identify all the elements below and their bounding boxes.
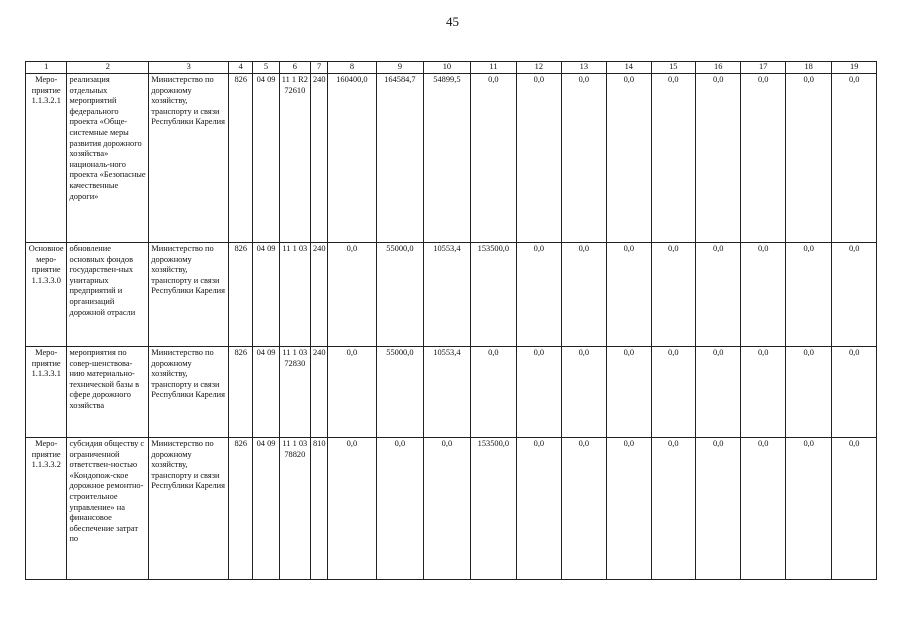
cell-col-7: 810 [310, 438, 327, 580]
column-header-6: 6 [279, 62, 310, 74]
column-header-14: 14 [607, 62, 651, 74]
cell-col-7: 240 [310, 74, 327, 243]
table-row [26, 347, 877, 438]
cell-col-4: 826 [229, 347, 253, 438]
cell-col-12: 0,0 [517, 347, 561, 438]
cell-col-7: 240 [310, 243, 327, 347]
cell-col-10: 54899,5 [424, 74, 470, 243]
cell-col-14: 0,0 [607, 438, 651, 580]
cell-col-10: 10553,4 [424, 243, 470, 347]
cell-col-6: 11 1 03 [279, 243, 310, 347]
cell-col-19: 0,0 [832, 243, 877, 347]
column-header-13: 13 [561, 62, 606, 74]
column-header-5: 5 [253, 62, 279, 74]
cell-col-4: 826 [229, 438, 253, 580]
column-header-19: 19 [832, 62, 877, 74]
cell-col-6: 11 1 03 72830 [279, 347, 310, 438]
cell-col-18: 0,0 [785, 243, 831, 347]
responsible-organization: Министерство по дорожному хозяйству, транспорту и связи Республики Карелия [149, 438, 229, 580]
cell-col-12: 0,0 [517, 243, 561, 347]
cell-col-13: 0,0 [561, 74, 606, 243]
budget-table [25, 61, 877, 580]
column-header-15: 15 [651, 62, 695, 74]
cell-col-7: 240 [310, 347, 327, 438]
cell-col-14: 0,0 [607, 243, 651, 347]
cell-col-5: 04 09 [253, 347, 279, 438]
cell-col-6: 11 1 03 78820 [279, 438, 310, 580]
cell-col-10: 10553,4 [424, 347, 470, 438]
cell-col-11: 0,0 [470, 347, 516, 438]
table-row [26, 438, 877, 580]
page-number: 45 [446, 14, 459, 29]
cell-col-9: 164584,7 [376, 74, 424, 243]
activity-description: мероприятия по совер-шенствова-нию материально-технической базы в сфере дорожного хозяйства [67, 347, 149, 438]
column-header-12: 12 [517, 62, 561, 74]
cell-col-10: 0,0 [424, 438, 470, 580]
cell-col-15: 0,0 [651, 74, 695, 243]
cell-col-12: 0,0 [517, 438, 561, 580]
activity-name: Основное меро-приятие 1.1.3.3.0 [26, 243, 67, 347]
cell-col-11: 153500,0 [470, 243, 516, 347]
cell-col-9: 0,0 [376, 438, 424, 580]
table-row [26, 74, 877, 243]
column-header-7: 7 [310, 62, 327, 74]
activity-description: реализация отдельных мероприятий федерального проекта «Обще-системные меры развития дорожного хозяйства» националь-ного проекта «Безопасные качественные дороги» [67, 74, 149, 243]
cell-col-19: 0,0 [832, 347, 877, 438]
cell-col-17: 0,0 [741, 243, 785, 347]
cell-col-15: 0,0 [651, 347, 695, 438]
responsible-organization: Министерство по дорожному хозяйству, транспорту и связи Республики Карелия [149, 347, 229, 438]
cell-col-15: 0,0 [651, 243, 695, 347]
cell-col-16: 0,0 [696, 438, 741, 580]
cell-col-19: 0,0 [832, 74, 877, 243]
cell-col-14: 0,0 [607, 347, 651, 438]
column-header-8: 8 [328, 62, 377, 74]
cell-col-16: 0,0 [696, 74, 741, 243]
cell-col-5: 04 09 [253, 438, 279, 580]
cell-col-9: 55000,0 [376, 347, 424, 438]
cell-col-18: 0,0 [785, 74, 831, 243]
column-header-11: 11 [470, 62, 516, 74]
cell-col-13: 0,0 [561, 438, 606, 580]
cell-col-6: 11 1 R2 72610 [279, 74, 310, 243]
responsible-organization: Министерство по дорожному хозяйству, транспорту и связи Республики Карелия [149, 74, 229, 243]
cell-col-18: 0,0 [785, 438, 831, 580]
cell-col-17: 0,0 [741, 438, 785, 580]
table-row [26, 243, 877, 347]
activity-name: Меро-приятие 1.1.3.3.1 [26, 347, 67, 438]
activity-description: субсидия обществу с ограниченной ответствен-ностью «Кондопож-ское дорожное ремонтно-строительное управление» на финансовое обеспечение затрат по [67, 438, 149, 580]
cell-col-8: 0,0 [328, 438, 377, 580]
column-header-3: 3 [149, 62, 229, 74]
responsible-organization: Министерство по дорожному хозяйству, транспорту и связи Республики Карелия [149, 243, 229, 347]
cell-col-4: 826 [229, 243, 253, 347]
cell-col-11: 153500,0 [470, 438, 516, 580]
cell-col-13: 0,0 [561, 243, 606, 347]
column-header-10: 10 [424, 62, 470, 74]
header-row [26, 62, 877, 74]
cell-col-17: 0,0 [741, 74, 785, 243]
activity-name: Меро-приятие 1.1.3.2.1 [26, 74, 67, 243]
cell-col-4: 826 [229, 74, 253, 243]
cell-col-17: 0,0 [741, 347, 785, 438]
column-header-16: 16 [696, 62, 741, 74]
column-header-18: 18 [785, 62, 831, 74]
cell-col-16: 0,0 [696, 243, 741, 347]
cell-col-12: 0,0 [517, 74, 561, 243]
column-header-1: 1 [26, 62, 67, 74]
cell-col-8: 0,0 [328, 347, 377, 438]
cell-col-15: 0,0 [651, 438, 695, 580]
column-header-2: 2 [67, 62, 149, 74]
cell-col-11: 0,0 [470, 74, 516, 243]
cell-col-19: 0,0 [832, 438, 877, 580]
cell-col-8: 160400,0 [328, 74, 377, 243]
cell-col-8: 0,0 [328, 243, 377, 347]
column-header-9: 9 [376, 62, 424, 74]
cell-col-14: 0,0 [607, 74, 651, 243]
cell-col-5: 04 09 [253, 243, 279, 347]
cell-col-5: 04 09 [253, 74, 279, 243]
cell-col-13: 0,0 [561, 347, 606, 438]
column-header-4: 4 [229, 62, 253, 74]
cell-col-16: 0,0 [696, 347, 741, 438]
activity-description: обновление основных фондов государствен-ных унитарных предприятий и организаций дорожной отрасли [67, 243, 149, 347]
cell-col-18: 0,0 [785, 347, 831, 438]
activity-name: Меро-приятие 1.1.3.3.2 [26, 438, 67, 580]
column-header-17: 17 [741, 62, 785, 74]
cell-col-9: 55000,0 [376, 243, 424, 347]
